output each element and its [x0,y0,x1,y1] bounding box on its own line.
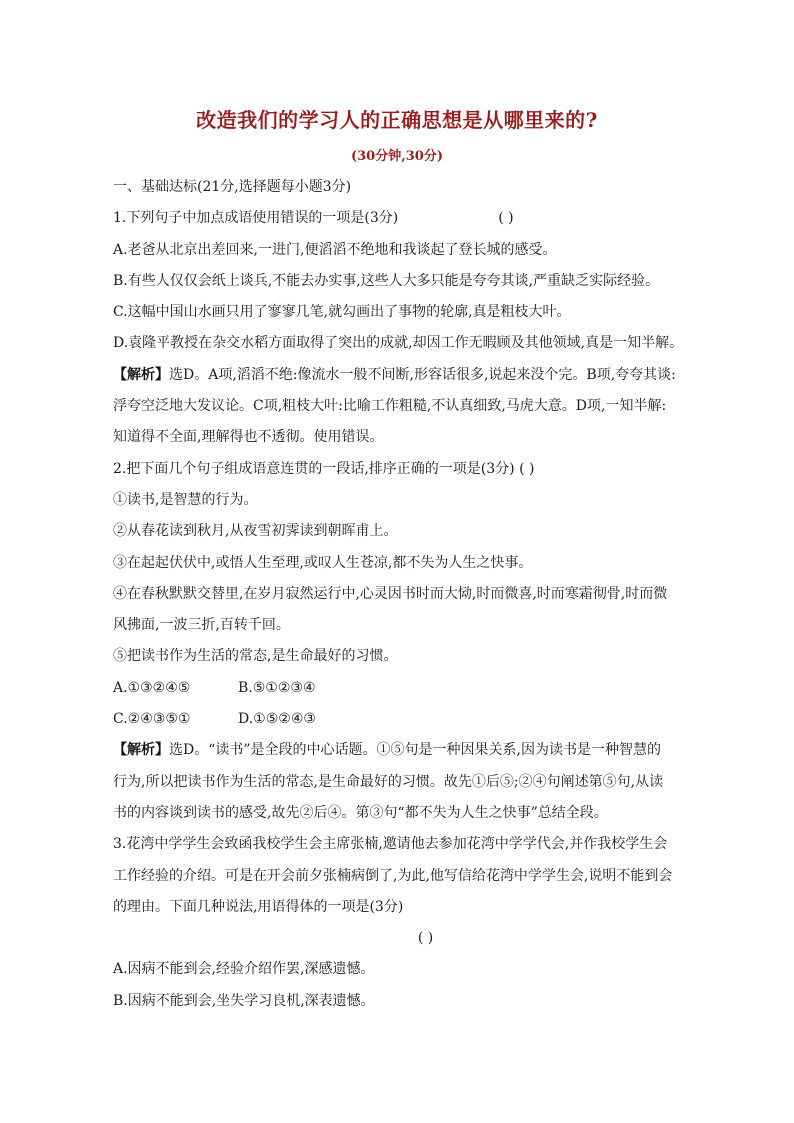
answer-parenthesis: ( ) [498,210,514,227]
question-3-answer-parenthesis: ( ) [417,930,434,947]
question-1-option-d: D.袁隆平教授在杂交水稻方面取得了突出的成就,却因工作无暇顾及其他领域,真是一知半解。 [113,335,684,352]
question-2-stem: 2.把下面几个句子组成语意连贯的一段话,排序正确的一项是(3分) ( ) [113,460,535,477]
question-3-stem: 3.花湾中学学生会致函我校学生会主席张楠,邀请他去参加花湾中学学代会,并作我校学生会 [113,836,668,853]
section-heading: 一、基础达标(21分,选择题每小题3分) [113,179,352,195]
analysis-text: 选D。A项,滔滔不绝:像流水一般不间断,形容话很多,说起来没个完。B项,夸夸其谈: [169,366,676,383]
question-2-option-c: C.②④③⑤① [113,711,191,728]
question-2-analysis [113,735,688,766]
analysis-text: 选D。“读书”是全段的中心话题。①⑤句是一种因果关系,因为读书是一种智慧的 [169,742,661,759]
question-2-options-cd [113,704,688,735]
question-2-option-d: D.①⑤②④③ [238,711,316,728]
question-2-option-b: B.⑤①②③④ [238,679,316,696]
question-1-analysis-line-3: 知道得不全面,理解得也不透彻。使用错误。 [113,429,384,446]
question-1-stem [113,203,688,234]
question-1-analysis-line-2: 浮夸空泛地大发议论。C项,粗枝大叶:比喻工作粗糙,不认真细致,马虎大意。D项,一知半解: [113,398,667,415]
question-2-sentence-4-cont: 风拂面,一波三折,百转千回。 [113,617,290,634]
question-2-sentence-1: ①读书,是智慧的行为。 [113,491,258,508]
question-2-option-a: A.①③②④⑤ [113,679,191,696]
question-3-stem-line-3: 的理由。下面几种说法,用语得体的一项是(3分) [113,898,404,915]
question-1-analysis [113,360,688,391]
question-2-sentence-4: ④在春秋默默交替里,在岁月寂然运行中,心灵因书时而大恸,时而微喜,时而寒霜彻骨,时而微 [113,585,668,602]
analysis-tag: 【解析】 [113,742,169,759]
question-2-sentence-5: ⑤把读书作为生活的常态,是生命最好的习惯。 [113,648,398,665]
question-3-stem-line-2: 工作经验的介绍。可是在开会前夕张楠病倒了,为此,他写信给花湾中学学生会,说明不能到会 [113,867,673,884]
question-2-sentence-3: ③在起起伏伏中,或悟人生至理,或叹人生苍凉,都不失为人生之快事。 [113,554,533,571]
question-1-option-c: C.这幅中国山水画只用了寥寥几笔,就勾画出了事物的轮廓,真是粗枝大叶。 [113,304,571,321]
analysis-tag: 【解析】 [113,366,169,383]
question-3-option-a: A.因病不能到会,经验介绍作罢,深感遗憾。 [113,961,375,978]
question-2-options-ab [113,673,688,704]
question-2-analysis-line-2: 行为,所以把读书作为生活的常态,是生命最好的习惯。故先①后⑤;②④句阐述第⑤句,从读 [113,773,664,790]
question-2-sentence-2: ②从春花读到秋月,从夜雪初霁读到朝晖甫上。 [113,523,398,540]
question-2-analysis-line-3: 书的内容谈到读书的感受,故先②后④。第③句“都不失为人生之快事”总结全段。 [113,804,608,821]
question-1-text: 1.下列句子中加点成语使用错误的一项是(3分) [113,210,399,227]
page-subtitle: (30分钟,30分) [350,149,443,164]
question-3-option-b: B.因病不能到会,坐失学习良机,深表遗憾。 [113,992,375,1009]
question-1-option-a: A.老爸从北京出差回来,一进门,便滔滔不绝地和我谈起了登长城的感受。 [113,241,557,258]
document-body [113,172,688,1017]
question-1-option-b: B.有些人仅仅会纸上谈兵,不能去办实事,这些人大多只能是夸夸其谈,严重缺乏实际经验。 [113,272,660,289]
page-title: 改造我们的学习人的正确思想是从哪里来的? [196,108,598,132]
